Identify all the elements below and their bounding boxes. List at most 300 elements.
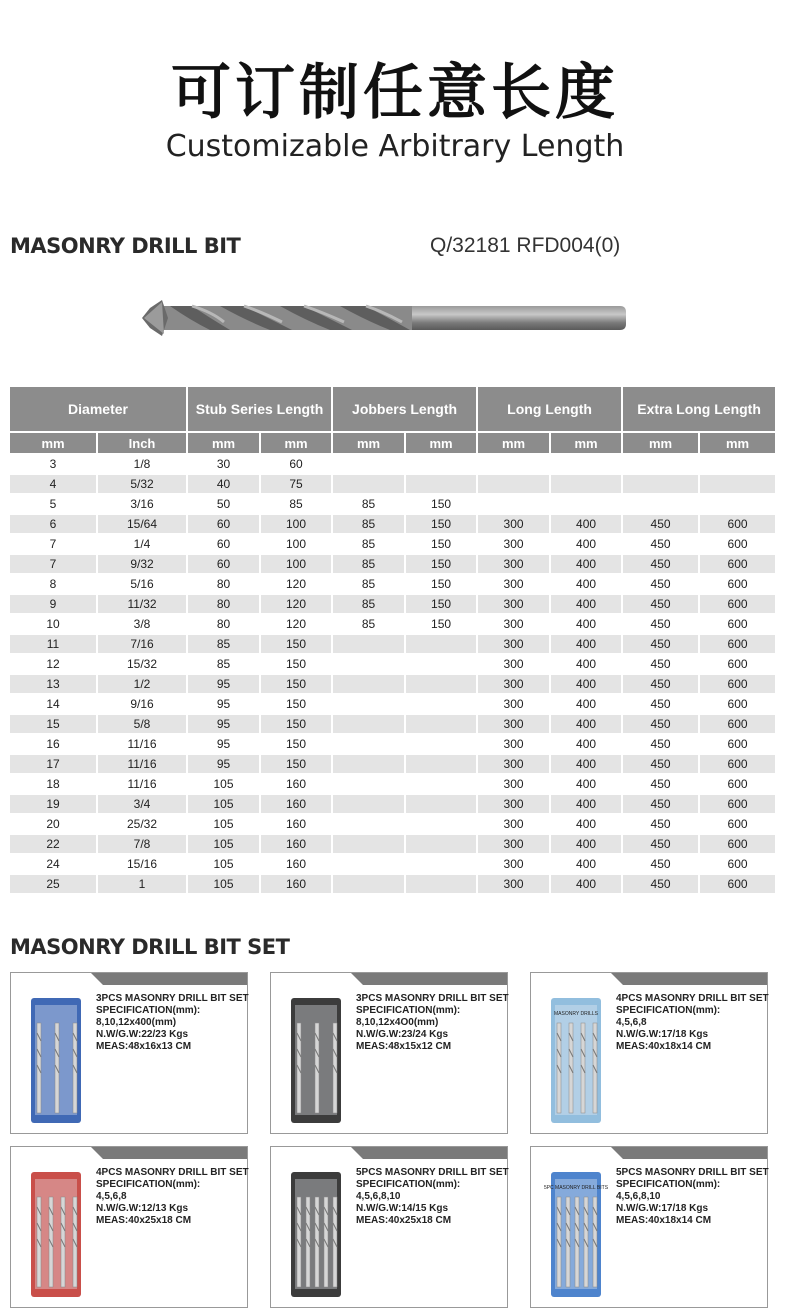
table-cell: 600 xyxy=(699,674,776,694)
table-row xyxy=(10,474,776,494)
table-cell: 400 xyxy=(550,514,622,534)
table-cell: 300 xyxy=(477,714,550,734)
table-cell: 150 xyxy=(260,634,332,654)
header-jobbers-length: Jobbers Length xyxy=(332,387,477,432)
table-cell xyxy=(332,794,405,814)
table-row xyxy=(10,814,776,834)
table-cell xyxy=(550,454,622,474)
table-row xyxy=(10,714,776,734)
table-cell: 85 xyxy=(187,654,260,674)
table-cell: 7 xyxy=(10,554,97,574)
table-cell: 11/16 xyxy=(97,734,187,754)
table-cell: 150 xyxy=(260,754,332,774)
drill-set-package-image xyxy=(21,1167,91,1302)
table-cell: 400 xyxy=(550,774,622,794)
table-cell: 85 xyxy=(332,514,405,534)
table-cell xyxy=(405,834,477,854)
sub-header-cell: mm xyxy=(477,432,550,454)
table-cell: 11/16 xyxy=(97,774,187,794)
table-cell: 450 xyxy=(622,554,699,574)
table-cell: 160 xyxy=(260,874,332,893)
set-spec-label: SPECIFICATION(mm): xyxy=(96,1005,201,1016)
table-cell: 11/32 xyxy=(97,594,187,614)
table-cell: 300 xyxy=(477,514,550,534)
drill-set-card xyxy=(270,1146,508,1308)
table-cell: 85 xyxy=(332,554,405,574)
table-cell: 10 xyxy=(10,614,97,634)
table-cell: 300 xyxy=(477,754,550,774)
table-cell: 400 xyxy=(550,634,622,654)
table-cell: 600 xyxy=(699,554,776,574)
set-title: 4PCS MASONRY DRILL BIT SET xyxy=(616,993,769,1004)
table-cell: 600 xyxy=(699,574,776,594)
table-cell xyxy=(405,714,477,734)
table-row xyxy=(10,554,776,574)
table-cell: 9/16 xyxy=(97,694,187,714)
table-cell: 25 xyxy=(10,874,97,893)
product-code: Q/32181 RFD004(0) xyxy=(430,234,621,257)
table-cell xyxy=(332,634,405,654)
table-cell xyxy=(332,734,405,754)
table-cell: 450 xyxy=(622,614,699,634)
table-row xyxy=(10,694,776,714)
set-weight: N.W/G.W:17/18 Kgs xyxy=(616,1203,709,1214)
sub-header-cell: mm xyxy=(699,432,776,454)
table-cell: 95 xyxy=(187,734,260,754)
table-cell: 400 xyxy=(550,574,622,594)
table-cell: 95 xyxy=(187,714,260,734)
table-cell: 95 xyxy=(187,694,260,714)
sub-header-cell: mm xyxy=(622,432,699,454)
set-spec: 8,10,12x400(mm) xyxy=(96,1017,177,1028)
card-top-bar xyxy=(531,1147,767,1157)
table-row xyxy=(10,654,776,674)
table-cell: 80 xyxy=(187,614,260,634)
sub-header-cell: mm xyxy=(10,432,97,454)
table-cell: 300 xyxy=(477,534,550,554)
table-cell: 150 xyxy=(405,614,477,634)
header-long-length: Long Length xyxy=(477,387,622,432)
table-cell: 400 xyxy=(550,874,622,893)
table-cell: 11/16 xyxy=(97,754,187,774)
table-row xyxy=(10,614,776,634)
header-diameter: Diameter xyxy=(10,387,187,432)
card-top-bar xyxy=(11,1147,247,1157)
table-cell xyxy=(622,494,699,514)
table-cell xyxy=(699,494,776,514)
table-cell: 600 xyxy=(699,874,776,893)
table-cell xyxy=(332,474,405,494)
table-cell xyxy=(332,654,405,674)
table-cell: 100 xyxy=(260,534,332,554)
drill-set-specs xyxy=(356,993,509,1053)
table-cell: 16 xyxy=(10,734,97,754)
table-cell: 600 xyxy=(699,814,776,834)
table-cell xyxy=(405,674,477,694)
table-cell: 400 xyxy=(550,734,622,754)
table-cell: 15/16 xyxy=(97,854,187,874)
set-spec-label: SPECIFICATION(mm): xyxy=(96,1179,201,1190)
table-cell: 400 xyxy=(550,854,622,874)
table-cell: 600 xyxy=(699,854,776,874)
table-cell: 450 xyxy=(622,714,699,734)
table-cell xyxy=(332,714,405,734)
table-row xyxy=(10,774,776,794)
table-cell: 1 xyxy=(97,874,187,893)
table-cell: 300 xyxy=(477,594,550,614)
set-weight: N.W/G.W:12/13 Kgs xyxy=(96,1203,189,1214)
table-cell: 3 xyxy=(10,454,97,474)
table-cell: 15/32 xyxy=(97,654,187,674)
set-meas: MEAS:48x15x12 CM xyxy=(356,1041,452,1052)
table-cell: 450 xyxy=(622,574,699,594)
table-cell xyxy=(477,454,550,474)
table-cell: 50 xyxy=(187,494,260,514)
set-spec: 4,5,6,8,10 xyxy=(616,1191,661,1202)
card-top-bar xyxy=(11,973,247,983)
table-cell: 450 xyxy=(622,854,699,874)
table-cell xyxy=(405,754,477,774)
table-cell: 600 xyxy=(699,614,776,634)
table-cell: 150 xyxy=(405,514,477,534)
table-cell: 80 xyxy=(187,594,260,614)
table-cell xyxy=(405,774,477,794)
table-cell: 3/16 xyxy=(97,494,187,514)
table-cell: 5/32 xyxy=(97,474,187,494)
table-cell: 150 xyxy=(405,554,477,574)
table-cell: 450 xyxy=(622,734,699,754)
drill-set-package-image xyxy=(281,993,351,1128)
table-cell: 600 xyxy=(699,694,776,714)
table-cell: 400 xyxy=(550,534,622,554)
set-meas: MEAS:40x25x18 CM xyxy=(96,1215,192,1226)
table-cell xyxy=(622,474,699,494)
table-cell: 600 xyxy=(699,514,776,534)
table-row xyxy=(10,734,776,754)
table-cell xyxy=(405,734,477,754)
table-cell: 400 xyxy=(550,814,622,834)
table-cell: 450 xyxy=(622,674,699,694)
table-cell: 60 xyxy=(260,454,332,474)
sub-header-cell: Inch xyxy=(97,432,187,454)
table-cell: 600 xyxy=(699,774,776,794)
table-cell xyxy=(699,474,776,494)
table-cell: 150 xyxy=(260,654,332,674)
table-cell: 60 xyxy=(187,554,260,574)
table-row xyxy=(10,494,776,514)
table-cell: 450 xyxy=(622,834,699,854)
table-cell: 7/16 xyxy=(97,634,187,654)
set-title: 4PCS MASONRY DRILL BIT SET xyxy=(96,1167,249,1178)
table-cell: 95 xyxy=(187,754,260,774)
table-cell: 300 xyxy=(477,874,550,893)
table-cell: 5/8 xyxy=(97,714,187,734)
sub-header-cell: mm xyxy=(260,432,332,454)
table-cell: 150 xyxy=(260,734,332,754)
table-cell: 150 xyxy=(405,574,477,594)
table-cell: 105 xyxy=(187,834,260,854)
table-cell: 150 xyxy=(405,594,477,614)
table-cell: 600 xyxy=(699,754,776,774)
table-cell: 12 xyxy=(10,654,97,674)
drill-set-package-image xyxy=(541,993,611,1128)
table-cell: 120 xyxy=(260,614,332,634)
table-cell: 40 xyxy=(187,474,260,494)
table-row xyxy=(10,854,776,874)
table-cell: 1/8 xyxy=(97,454,187,474)
table-cell: 160 xyxy=(260,814,332,834)
table-cell: 85 xyxy=(332,574,405,594)
table-cell: 3/8 xyxy=(97,614,187,634)
table-cell: 150 xyxy=(260,674,332,694)
drill-set-card xyxy=(10,972,248,1134)
set-meas: MEAS:40x18x14 CM xyxy=(616,1215,712,1226)
table-cell: 600 xyxy=(699,834,776,854)
package-label-text: MASONRY DRILLS xyxy=(554,1011,598,1017)
specification-table xyxy=(10,387,777,893)
table-cell: 300 xyxy=(477,834,550,854)
table-cell: 450 xyxy=(622,794,699,814)
table-cell xyxy=(405,854,477,874)
table-cell: 120 xyxy=(260,574,332,594)
table-cell: 24 xyxy=(10,854,97,874)
table-cell: 30 xyxy=(187,454,260,474)
product-title: MASONRY DRILL BIT xyxy=(10,234,241,258)
drill-set-title: MASONRY DRILL BIT SET xyxy=(10,935,290,959)
table-row xyxy=(10,534,776,554)
table-cell: 3/4 xyxy=(97,794,187,814)
set-spec: 4,5,6,8 xyxy=(96,1191,127,1202)
table-cell: 1/2 xyxy=(97,674,187,694)
package-label-text: 5PC MASONRY DRILL BITS xyxy=(543,1185,609,1191)
table-cell xyxy=(550,474,622,494)
table-cell: 105 xyxy=(187,874,260,893)
table-cell: 15/64 xyxy=(97,514,187,534)
card-top-bar xyxy=(271,1147,507,1157)
table-cell: 400 xyxy=(550,654,622,674)
table-cell: 9 xyxy=(10,594,97,614)
page-title-chinese: 可订制任意长度 xyxy=(171,58,619,128)
sub-header-cell: mm xyxy=(550,432,622,454)
table-row xyxy=(10,794,776,814)
table-cell: 450 xyxy=(622,654,699,674)
table-cell xyxy=(332,834,405,854)
table-cell: 160 xyxy=(260,774,332,794)
table-cell: 85 xyxy=(187,634,260,654)
table-cell: 120 xyxy=(260,594,332,614)
table-cell: 300 xyxy=(477,734,550,754)
table-cell: 1/4 xyxy=(97,534,187,554)
table-cell xyxy=(332,854,405,874)
table-cell: 400 xyxy=(550,834,622,854)
table-row xyxy=(10,754,776,774)
drill-set-specs xyxy=(96,993,249,1053)
table-cell: 300 xyxy=(477,854,550,874)
header-extra-long-length: Extra Long Length xyxy=(622,387,776,432)
table-cell: 400 xyxy=(550,794,622,814)
table-cell: 450 xyxy=(622,754,699,774)
set-weight: N.W/G.W:17/18 Kgs xyxy=(616,1029,709,1040)
set-spec-label: SPECIFICATION(mm): xyxy=(356,1179,461,1190)
table-cell xyxy=(405,874,477,893)
drill-set-package-image xyxy=(21,993,91,1128)
table-row xyxy=(10,674,776,694)
table-cell: 5/16 xyxy=(97,574,187,594)
table-cell: 85 xyxy=(332,614,405,634)
set-meas: MEAS:40x25x18 CM xyxy=(356,1215,452,1226)
table-cell xyxy=(622,454,699,474)
table-cell xyxy=(332,774,405,794)
page-title-english: Customizable Arbitrary Length xyxy=(165,129,625,164)
drill-set-package-image xyxy=(281,1167,351,1302)
set-title: 3PCS MASONRY DRILL BIT SET xyxy=(96,993,249,1004)
table-row xyxy=(10,594,776,614)
table-row xyxy=(10,514,776,534)
table-cell: 4 xyxy=(10,474,97,494)
table-cell: 300 xyxy=(477,554,550,574)
set-title: 5PCS MASONRY DRILL BIT SET xyxy=(356,1167,509,1178)
table-row xyxy=(10,874,776,893)
table-cell: 400 xyxy=(550,714,622,734)
set-weight: N.W/G.W:23/24 Kgs xyxy=(356,1029,449,1040)
table-cell: 150 xyxy=(260,714,332,734)
table-cell xyxy=(405,474,477,494)
table-cell: 25/32 xyxy=(97,814,187,834)
set-weight: N.W/G.W:22/23 Kgs xyxy=(96,1029,189,1040)
table-cell: 8 xyxy=(10,574,97,594)
table-cell: 400 xyxy=(550,554,622,574)
table-row xyxy=(10,574,776,594)
table-cell xyxy=(332,814,405,834)
table-cell: 600 xyxy=(699,794,776,814)
table-cell: 600 xyxy=(699,634,776,654)
set-spec-label: SPECIFICATION(mm): xyxy=(616,1005,721,1016)
table-cell: 18 xyxy=(10,774,97,794)
table-cell xyxy=(477,474,550,494)
table-cell: 600 xyxy=(699,734,776,754)
table-cell xyxy=(332,874,405,893)
table-cell xyxy=(405,794,477,814)
table-cell: 600 xyxy=(699,654,776,674)
table-cell: 7/8 xyxy=(97,834,187,854)
table-cell: 450 xyxy=(622,634,699,654)
table-cell: 60 xyxy=(187,534,260,554)
table-cell xyxy=(332,674,405,694)
table-cell: 450 xyxy=(622,774,699,794)
sub-header-cell: mm xyxy=(332,432,405,454)
table-cell: 85 xyxy=(260,494,332,514)
table-cell: 85 xyxy=(332,494,405,514)
table-cell: 11 xyxy=(10,634,97,654)
table-cell: 19 xyxy=(10,794,97,814)
table-cell: 105 xyxy=(187,814,260,834)
table-cell: 9/32 xyxy=(97,554,187,574)
table-cell: 400 xyxy=(550,614,622,634)
table-cell xyxy=(405,814,477,834)
sub-header-cell: mm xyxy=(187,432,260,454)
table-cell: 300 xyxy=(477,614,550,634)
set-spec-label: SPECIFICATION(mm): xyxy=(356,1005,461,1016)
table-cell: 450 xyxy=(622,814,699,834)
table-cell: 450 xyxy=(622,694,699,714)
table-cell: 17 xyxy=(10,754,97,774)
table-cell: 400 xyxy=(550,694,622,714)
set-spec: 4,5,6,8 xyxy=(616,1017,647,1028)
table-cell xyxy=(405,634,477,654)
table-cell: 300 xyxy=(477,654,550,674)
table-cell: 300 xyxy=(477,694,550,714)
table-cell: 85 xyxy=(332,594,405,614)
table-cell: 105 xyxy=(187,854,260,874)
drill-set-card xyxy=(270,972,508,1134)
table-cell: 300 xyxy=(477,814,550,834)
table-cell: 160 xyxy=(260,794,332,814)
table-cell: 75 xyxy=(260,474,332,494)
set-title: 5PCS MASONRY DRILL BIT SET xyxy=(616,1167,769,1178)
table-body xyxy=(10,454,776,893)
set-meas: MEAS:48x16x13 CM xyxy=(96,1041,192,1052)
set-spec: 4,5,6,8,10 xyxy=(356,1191,401,1202)
drill-set-specs xyxy=(616,1167,769,1227)
table-cell: 600 xyxy=(699,534,776,554)
drill-set-package-image xyxy=(541,1167,611,1302)
table-row xyxy=(10,834,776,854)
drill-set-card xyxy=(10,1146,248,1308)
card-top-bar xyxy=(531,973,767,983)
sub-header-row xyxy=(10,432,776,454)
set-title: 3PCS MASONRY DRILL BIT SET xyxy=(356,993,509,1004)
table-cell xyxy=(332,454,405,474)
table-cell xyxy=(332,754,405,774)
table-cell: 300 xyxy=(477,634,550,654)
table-cell: 105 xyxy=(187,794,260,814)
drill-bit-image xyxy=(140,292,630,342)
card-top-bar xyxy=(271,973,507,983)
table-row xyxy=(10,634,776,654)
table-cell: 5 xyxy=(10,494,97,514)
table-cell: 450 xyxy=(622,534,699,554)
table-cell xyxy=(405,694,477,714)
table-cell xyxy=(477,494,550,514)
table-cell: 400 xyxy=(550,754,622,774)
table-cell: 60 xyxy=(187,514,260,534)
table-cell xyxy=(699,454,776,474)
table-cell: 13 xyxy=(10,674,97,694)
table-row xyxy=(10,454,776,474)
table-cell: 150 xyxy=(260,694,332,714)
set-weight: N.W/G.W:14/15 Kgs xyxy=(356,1203,449,1214)
table-cell: 6 xyxy=(10,514,97,534)
table-cell: 300 xyxy=(477,794,550,814)
table-cell: 7 xyxy=(10,534,97,554)
set-meas: MEAS:40x18x14 CM xyxy=(616,1041,712,1052)
table-cell: 300 xyxy=(477,674,550,694)
set-spec: 8,10,12x4O0(mm) xyxy=(356,1017,439,1028)
table-cell: 150 xyxy=(405,534,477,554)
sub-header-cell: mm xyxy=(405,432,477,454)
table-cell: 600 xyxy=(699,714,776,734)
table-cell: 600 xyxy=(699,594,776,614)
table-cell: 105 xyxy=(187,774,260,794)
header-stub-series-length: Stub Series Length xyxy=(187,387,332,432)
table-cell: 95 xyxy=(187,674,260,694)
table-cell: 400 xyxy=(550,594,622,614)
table-cell: 450 xyxy=(622,874,699,893)
table-cell xyxy=(405,654,477,674)
table-cell: 400 xyxy=(550,674,622,694)
table-cell: 80 xyxy=(187,574,260,594)
drill-set-card xyxy=(530,972,768,1134)
